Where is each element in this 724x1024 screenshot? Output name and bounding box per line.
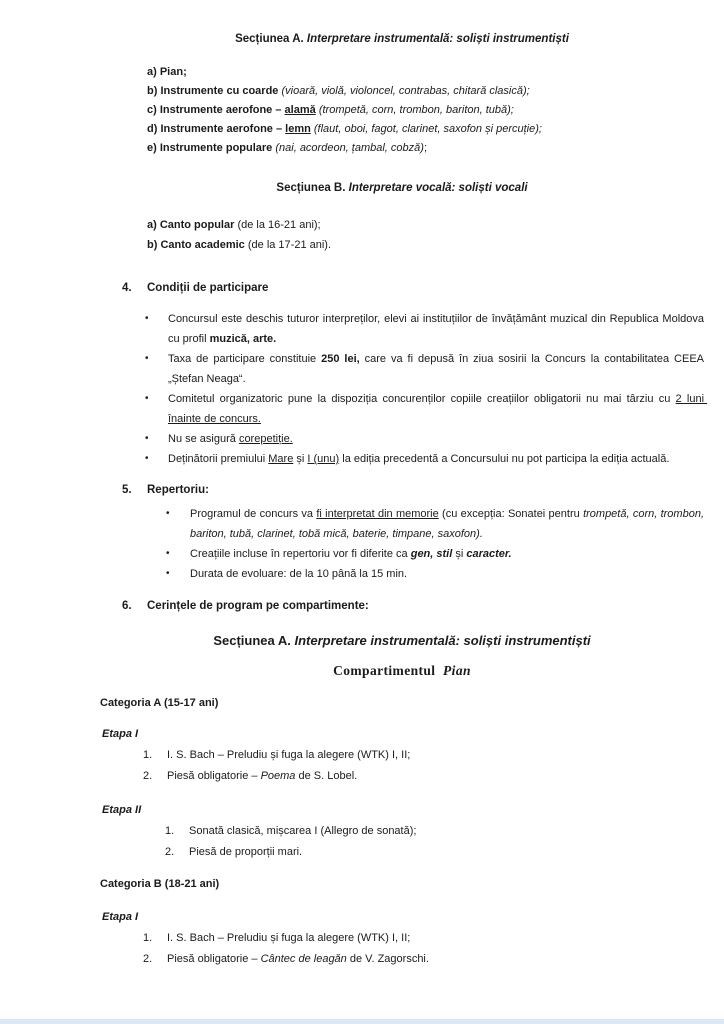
- bullet-marker: •: [166, 508, 170, 519]
- section-b-heading: Secțiunea B. Interpretare vocală: soliști vocali: [276, 182, 528, 194]
- bullet-text: Taxa de participare constituie 250 lei, care va fi depusă în ziua sosirii la Concurs la contabilitatea CEEA „Ștefan Neaga“.: [168, 353, 708, 385]
- list-item: [143, 766, 704, 787]
- item-text: Piesă de proporții mari.: [189, 846, 303, 858]
- bullet-marker: •: [166, 568, 170, 579]
- item-text: I. S. Bach – Preludiu și fuga la alegere (WTK) I, II;: [167, 749, 411, 761]
- bullet-text: Creațiile incluse în repertoriu vor fi diferite ca gen, stil și caracter.: [190, 548, 512, 560]
- item-number: 2.: [165, 846, 175, 858]
- section-a-heading-top: Secțiunea A. Interpretare instrumentală: soliști instrumentiști: [235, 33, 569, 45]
- categoria-a-etapa-2-items: [165, 821, 704, 863]
- categoria-b-title: Categoria B (18-21 ani): [100, 878, 220, 890]
- instrument-list: [147, 63, 704, 158]
- bullet-marker: •: [145, 433, 149, 444]
- bullet-marker: •: [145, 313, 149, 324]
- bullet-item: [145, 449, 704, 469]
- bullet-text: Comitetul organizatoric pune la dispoziția concurenților copiile creațiilor obligatorii nu mai târziu cu 2 luni înainte de concurs.: [168, 393, 708, 425]
- list-item: [143, 949, 704, 970]
- item-number: 2.: [143, 953, 153, 965]
- item-text: Piesă obligatorie – Cântec de leagăn de V. Zagorschi.: [167, 953, 429, 965]
- section-6-number: 6.: [122, 600, 132, 612]
- bullet-item: [166, 504, 708, 544]
- item-number: 2.: [143, 770, 153, 782]
- categoria-b-etapa-1-label: Etapa I: [102, 911, 139, 923]
- categoria-a-etapa-1-label: Etapa I: [102, 728, 139, 740]
- section-4-title: Condiții de participare: [147, 282, 269, 294]
- compartiment-heading: Compartimentul Pian: [333, 663, 471, 678]
- section-6-heading: [122, 598, 704, 614]
- list-item: [165, 821, 704, 842]
- page-bottom-strip: [0, 1019, 724, 1024]
- item-text: Piesă obligatorie – Poema de S. Lobel.: [167, 770, 358, 782]
- bullet-text: Programul de concurs va fi interpretat din memorie (cu excepția: Sonatei pentru trompetă, corn, trombon, bariton, tubă, clarinet, tobă mică, baterie, timpane, saxofon).: [190, 508, 708, 540]
- section-a-heading-main: Secțiunea A. Interpretare instrumentală: soliști instrumentiști: [213, 633, 591, 648]
- categoria-b-etapa-1-items: [143, 928, 704, 970]
- bullet-item: [145, 349, 708, 389]
- item-number: 1.: [165, 825, 175, 837]
- section-6-title: Cerințele de program pe compartimente:: [147, 600, 369, 612]
- bullet-text: Deținătorii premiului Mare și I (unu) la ediția precedentă a Concursului nu pot participa la ediția actuală.: [168, 453, 670, 465]
- categoria-a-etapa-2-label: Etapa II: [102, 804, 142, 816]
- instrument-item-a: a) Pian;: [147, 66, 187, 78]
- section-5-bullets: [100, 504, 708, 584]
- item-text: I. S. Bach – Preludiu și fuga la alegere (WTK) I, II;: [167, 932, 411, 944]
- bullet-marker: •: [166, 548, 170, 559]
- canto-item-b: b) Canto academic (de la 17-21 ani).: [147, 239, 332, 251]
- section-5-number: 5.: [122, 484, 132, 496]
- bullet-item: [166, 544, 704, 564]
- list-item: [165, 842, 704, 863]
- categoria-a-etapa-1-items: [143, 745, 704, 787]
- canto-item-a: a) Canto popular (de la 16-21 ani);: [147, 219, 321, 231]
- section-5-title: Repertoriu:: [147, 484, 209, 496]
- canto-list: [147, 215, 704, 255]
- categoria-a-title: Categoria A (15-17 ani): [100, 697, 219, 709]
- item-text: Sonată clasică, mișcarea I (Allegro de sonată);: [189, 825, 417, 837]
- bullet-text: Concursul este deschis tuturor interpreților, elevi ai instituțiilor de învățământ muzical din Republica Moldova cu profil muzică, arte.: [168, 313, 708, 345]
- section-4-heading: [122, 280, 704, 296]
- bullet-item: [145, 309, 708, 349]
- bullet-item: [145, 389, 708, 429]
- bullet-item: [145, 429, 704, 449]
- section-5-heading: [122, 482, 704, 498]
- bullet-marker: •: [145, 393, 149, 404]
- list-item: [143, 745, 704, 766]
- section-4-bullets: [100, 309, 708, 469]
- bullet-marker: •: [145, 353, 149, 364]
- item-number: 1.: [143, 932, 153, 944]
- item-number: 1.: [143, 749, 153, 761]
- list-item: [143, 928, 704, 949]
- instrument-item-d: d) Instrumente aerofone – lemn (flaut, oboi, fagot, clarinet, saxofon și percuție);: [147, 123, 542, 135]
- instrument-item-b: b) Instrumente cu coarde (vioară, violă, violoncel, contrabas, chitară clasică);: [147, 85, 530, 97]
- bullet-text: Durata de evoluare: de la 10 până la 15 min.: [190, 568, 408, 580]
- section-4-number: 4.: [122, 282, 132, 294]
- bullet-marker: •: [145, 453, 149, 464]
- bullet-text: Nu se asigură corepetiție.: [168, 433, 293, 445]
- bullet-item: [166, 564, 704, 584]
- instrument-item-e: e) Instrumente populare (nai, acordeon, țambal, cobză);: [147, 142, 428, 154]
- instrument-item-c: c) Instrumente aerofone – alamă (trompetă, corn, trombon, bariton, tubă);: [147, 104, 514, 116]
